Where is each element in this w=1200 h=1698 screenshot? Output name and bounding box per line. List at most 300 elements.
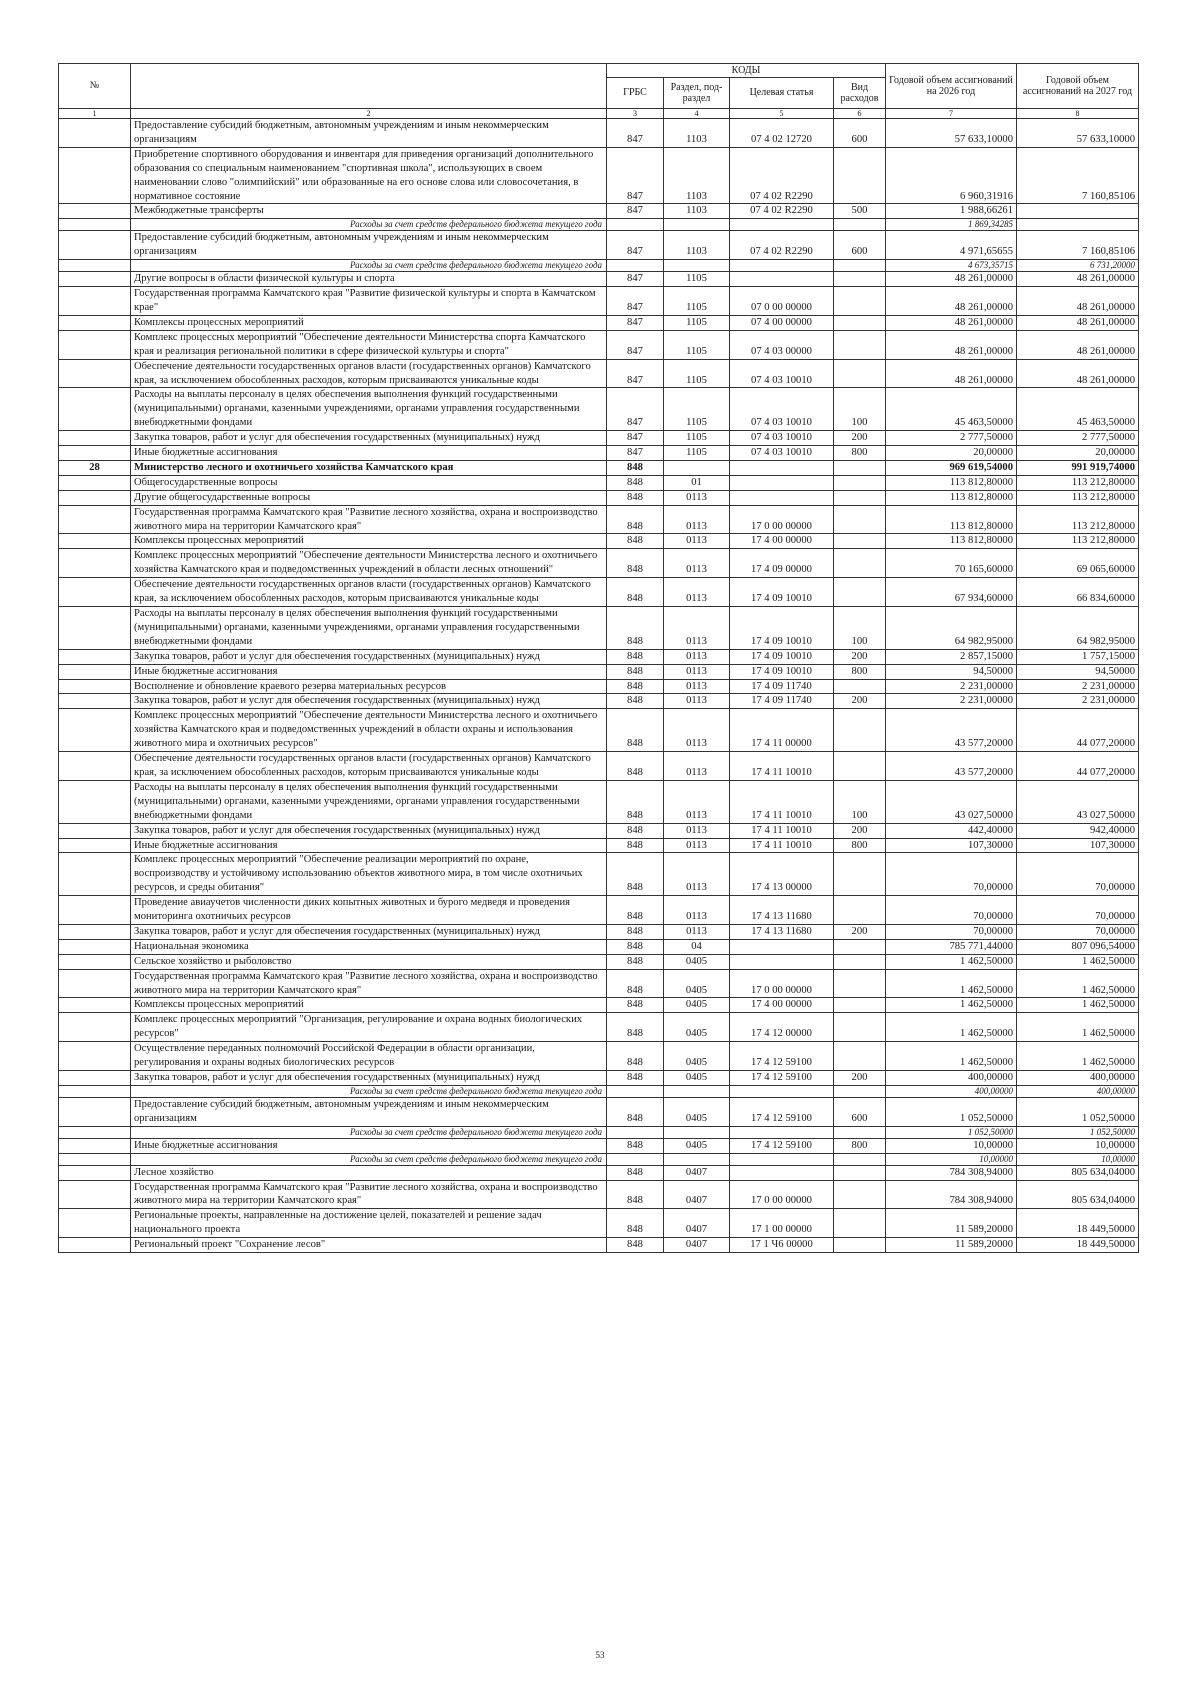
table-row bbox=[59, 924, 1139, 939]
razdel-code: 01 bbox=[664, 475, 730, 490]
expense-type-code: 800 bbox=[834, 838, 886, 853]
row-name: Межбюджетные трансферты bbox=[131, 204, 607, 219]
row-number bbox=[59, 954, 131, 969]
razdel-code: 0113 bbox=[664, 896, 730, 925]
amount-2026: 20,00000 bbox=[886, 446, 1017, 461]
grbs-code bbox=[607, 1126, 664, 1138]
row-name: Предоставление субсидий бюджетным, автономным учреждениям и иным некоммерческим организациям bbox=[131, 1097, 607, 1126]
target-article-code: 17 4 13 11680 bbox=[730, 896, 834, 925]
expense-type-code bbox=[834, 549, 886, 578]
grbs-code: 848 bbox=[607, 607, 664, 650]
grbs-code: 848 bbox=[607, 1097, 664, 1126]
grbs-code: 847 bbox=[607, 204, 664, 219]
expense-type-code: 600 bbox=[834, 231, 886, 260]
row-name: Региональные проекты, направленные на достижение целей, показателей и решение задач национального проекта bbox=[131, 1209, 607, 1238]
row-number bbox=[59, 204, 131, 219]
row-number bbox=[59, 924, 131, 939]
expense-type-code bbox=[834, 1209, 886, 1238]
amount-2027: 2 231,00000 bbox=[1017, 679, 1139, 694]
row-number bbox=[59, 1013, 131, 1042]
header-name bbox=[131, 64, 607, 109]
row-name: Расходы за счет средств федерального бюджета текущего года bbox=[131, 1085, 607, 1097]
column-number: 8 bbox=[1017, 109, 1139, 119]
expense-type-code bbox=[834, 330, 886, 359]
table-row bbox=[59, 1013, 1139, 1042]
row-number bbox=[59, 431, 131, 446]
target-article-code: 17 4 13 00000 bbox=[730, 853, 834, 896]
amount-2026: 113 812,80000 bbox=[886, 534, 1017, 549]
expense-type-code bbox=[834, 1126, 886, 1138]
razdel-code: 1105 bbox=[664, 287, 730, 316]
target-article-code: 17 0 00 00000 bbox=[730, 969, 834, 998]
row-name: Комплекс процессных мероприятий "Обеспечение деятельности Министерства лесного и охотничьего хозяйства Камчатского края и подведомственных учреждений в области лесных отношений" bbox=[131, 549, 607, 578]
target-article-code: 17 4 00 00000 bbox=[730, 534, 834, 549]
razdel-code: 0113 bbox=[664, 838, 730, 853]
column-number: 5 bbox=[730, 109, 834, 119]
row-number bbox=[59, 969, 131, 998]
row-name: Иные бюджетные ассигнования bbox=[131, 838, 607, 853]
razdel-code: 0407 bbox=[664, 1165, 730, 1180]
amount-2026: 11 589,20000 bbox=[886, 1238, 1017, 1253]
amount-2026: 70 165,60000 bbox=[886, 549, 1017, 578]
table-row bbox=[59, 896, 1139, 925]
amount-2027: 807 096,54000 bbox=[1017, 939, 1139, 954]
amount-2027: 66 834,60000 bbox=[1017, 578, 1139, 607]
target-article-code: 07 4 02 12720 bbox=[730, 119, 834, 148]
target-article-code: 17 4 11 10010 bbox=[730, 838, 834, 853]
row-number bbox=[59, 219, 131, 231]
table-row bbox=[59, 1071, 1139, 1086]
page-number: 53 bbox=[595, 1650, 605, 1660]
amount-2027: 1 462,50000 bbox=[1017, 998, 1139, 1013]
row-number bbox=[59, 896, 131, 925]
target-article-code bbox=[730, 1153, 834, 1165]
expense-type-code bbox=[834, 939, 886, 954]
amount-2026: 43 027,50000 bbox=[886, 780, 1017, 823]
expense-type-code: 600 bbox=[834, 119, 886, 148]
grbs-code: 848 bbox=[607, 823, 664, 838]
row-name: Комплекс процессных мероприятий "Обеспечение деятельности Министерства спорта Камчатского края и реализация региональной политики в сфере физической культуры и спорта" bbox=[131, 330, 607, 359]
target-article-code: 17 4 11 10010 bbox=[730, 780, 834, 823]
target-article-code: 07 0 00 00000 bbox=[730, 287, 834, 316]
razdel-code: 1105 bbox=[664, 359, 730, 388]
razdel-code: 0405 bbox=[664, 998, 730, 1013]
table-row bbox=[59, 490, 1139, 505]
grbs-code: 848 bbox=[607, 460, 664, 475]
expense-type-code: 100 bbox=[834, 607, 886, 650]
row-name: Комплексы процессных мероприятий bbox=[131, 998, 607, 1013]
razdel-code: 0405 bbox=[664, 1013, 730, 1042]
amount-2027: 20,00000 bbox=[1017, 446, 1139, 461]
amount-2026: 1 462,50000 bbox=[886, 969, 1017, 998]
amount-2026: 6 960,31916 bbox=[886, 147, 1017, 204]
amount-2027: 64 982,95000 bbox=[1017, 607, 1139, 650]
expense-type-code bbox=[834, 219, 886, 231]
target-article-code: 17 4 09 11740 bbox=[730, 694, 834, 709]
row-number bbox=[59, 752, 131, 781]
table-row bbox=[59, 939, 1139, 954]
expense-type-code bbox=[834, 534, 886, 549]
expense-type-code bbox=[834, 853, 886, 896]
grbs-code: 848 bbox=[607, 780, 664, 823]
row-name: Комплекс процессных мероприятий "Организация, регулирование и охрана водных биологических ресурсов" bbox=[131, 1013, 607, 1042]
razdel-code: 0407 bbox=[664, 1180, 730, 1209]
table-row bbox=[59, 204, 1139, 219]
amount-2027: 6 731,20000 bbox=[1017, 260, 1139, 272]
budget-sheet bbox=[58, 63, 1138, 1253]
amount-2026: 10,00000 bbox=[886, 1153, 1017, 1165]
grbs-code: 848 bbox=[607, 490, 664, 505]
row-name: Предоставление субсидий бюджетным, автономным учреждениям и иным некоммерческим организациям bbox=[131, 119, 607, 148]
table-row bbox=[59, 838, 1139, 853]
table-row bbox=[59, 752, 1139, 781]
razdel-code: 0405 bbox=[664, 1042, 730, 1071]
amount-2026: 1 869,34285 bbox=[886, 219, 1017, 231]
grbs-code: 848 bbox=[607, 853, 664, 896]
expense-type-code: 800 bbox=[834, 1138, 886, 1153]
row-number bbox=[59, 260, 131, 272]
row-number bbox=[59, 505, 131, 534]
expense-type-code bbox=[834, 998, 886, 1013]
target-article-code: 17 4 12 59100 bbox=[730, 1138, 834, 1153]
expense-type-code bbox=[834, 969, 886, 998]
amount-2027: 48 261,00000 bbox=[1017, 272, 1139, 287]
grbs-code: 848 bbox=[607, 939, 664, 954]
razdel-code: 04 bbox=[664, 939, 730, 954]
expense-type-code bbox=[834, 505, 886, 534]
row-name: Государственная программа Камчатского края "Развитие лесного хозяйства, охрана и воспроизводство животного мира на территории Камчатского края" bbox=[131, 505, 607, 534]
row-number bbox=[59, 475, 131, 490]
grbs-code: 847 bbox=[607, 388, 664, 431]
grbs-code: 847 bbox=[607, 231, 664, 260]
table-row bbox=[59, 679, 1139, 694]
grbs-code bbox=[607, 260, 664, 272]
expense-type-code: 600 bbox=[834, 1097, 886, 1126]
amount-2027: 1 757,15000 bbox=[1017, 649, 1139, 664]
amount-2027: 70,00000 bbox=[1017, 924, 1139, 939]
razdel-code: 1105 bbox=[664, 315, 730, 330]
row-number bbox=[59, 359, 131, 388]
table-row bbox=[59, 1180, 1139, 1209]
razdel-code: 1105 bbox=[664, 388, 730, 431]
row-name: Расходы на выплаты персоналу в целях обеспечения выполнения функций государственными (муниципальными) органами, казенными учреждениями, органами управления государственными внебюджетными фондами bbox=[131, 780, 607, 823]
razdel-code: 1105 bbox=[664, 272, 730, 287]
table-row bbox=[59, 998, 1139, 1013]
table-row bbox=[59, 330, 1139, 359]
row-name: Обеспечение деятельности государственных органов власти (государственных органов) Камчатского края, за исключением обособленных расходов, которым присваиваются уникальные коды bbox=[131, 578, 607, 607]
table-row bbox=[59, 505, 1139, 534]
target-article-code: 07 4 02 R2290 bbox=[730, 204, 834, 219]
amount-2027: 1 052,50000 bbox=[1017, 1126, 1139, 1138]
table-row bbox=[59, 853, 1139, 896]
amount-2026: 67 934,60000 bbox=[886, 578, 1017, 607]
amount-2027: 113 212,80000 bbox=[1017, 505, 1139, 534]
amount-2027: 18 449,50000 bbox=[1017, 1209, 1139, 1238]
row-name: Проведение авиаучетов численности диких копытных животных и бурого медведя и проведения мониторинга охотничьих ресурсов bbox=[131, 896, 607, 925]
amount-2027: 805 634,04000 bbox=[1017, 1165, 1139, 1180]
amount-2027: 805 634,04000 bbox=[1017, 1180, 1139, 1209]
expense-type-code: 200 bbox=[834, 431, 886, 446]
amount-2027: 1 462,50000 bbox=[1017, 954, 1139, 969]
razdel-code bbox=[664, 460, 730, 475]
header-codes: КОДЫ bbox=[607, 64, 886, 78]
row-number bbox=[59, 1209, 131, 1238]
expense-type-code: 500 bbox=[834, 204, 886, 219]
table-subrow bbox=[59, 219, 1139, 231]
razdel-code: 0113 bbox=[664, 664, 730, 679]
target-article-code: 17 4 00 00000 bbox=[730, 998, 834, 1013]
row-name: Приобретение спортивного оборудования и инвентаря для приведения организаций дополнительного образования со специальным наименованием "спортивная школа", использующих в своем наименовании слово "олимпийский" или образованные на его основе слова или словосочетания, в нормативное состояние bbox=[131, 147, 607, 204]
row-number bbox=[59, 1180, 131, 1209]
amount-2027: 113 212,80000 bbox=[1017, 490, 1139, 505]
table-row bbox=[59, 823, 1139, 838]
amount-2027: 43 027,50000 bbox=[1017, 780, 1139, 823]
expense-type-code bbox=[834, 578, 886, 607]
razdel-code: 1103 bbox=[664, 231, 730, 260]
header-2027: Годовой объем ассигнований на 2027 год bbox=[1017, 64, 1139, 109]
expense-type-code bbox=[834, 490, 886, 505]
grbs-code: 848 bbox=[607, 1071, 664, 1086]
target-article-code bbox=[730, 954, 834, 969]
expense-type-code bbox=[834, 359, 886, 388]
razdel-code: 1105 bbox=[664, 446, 730, 461]
expense-type-code bbox=[834, 460, 886, 475]
row-number bbox=[59, 1165, 131, 1180]
razdel-code: 0113 bbox=[664, 924, 730, 939]
target-article-code: 07 4 02 R2290 bbox=[730, 147, 834, 204]
table-row bbox=[59, 359, 1139, 388]
row-name: Иные бюджетные ассигнования bbox=[131, 446, 607, 461]
expense-type-code bbox=[834, 1042, 886, 1071]
target-article-code: 17 4 12 00000 bbox=[730, 1013, 834, 1042]
target-article-code: 07 4 02 R2290 bbox=[730, 231, 834, 260]
amount-2027: 57 633,10000 bbox=[1017, 119, 1139, 148]
razdel-code: 0113 bbox=[664, 534, 730, 549]
row-name: Комплексы процессных мероприятий bbox=[131, 315, 607, 330]
amount-2027: 1 462,50000 bbox=[1017, 1042, 1139, 1071]
amount-2026: 48 261,00000 bbox=[886, 287, 1017, 316]
header-no: № bbox=[59, 64, 131, 109]
grbs-code: 848 bbox=[607, 505, 664, 534]
row-name: Восполнение и обновление краевого резерва материальных ресурсов bbox=[131, 679, 607, 694]
expense-type-code bbox=[834, 260, 886, 272]
grbs-code: 848 bbox=[607, 998, 664, 1013]
target-article-code bbox=[730, 272, 834, 287]
expense-type-code: 200 bbox=[834, 694, 886, 709]
row-name: Осуществление переданных полномочий Российской Федерации в области организации, регулирования и охраны водных биологических ресурсов bbox=[131, 1042, 607, 1071]
expense-type-code: 200 bbox=[834, 1071, 886, 1086]
expense-type-code bbox=[834, 272, 886, 287]
target-article-code bbox=[730, 260, 834, 272]
amount-2027: 107,30000 bbox=[1017, 838, 1139, 853]
column-number: 2 bbox=[131, 109, 607, 119]
row-name: Комплекс процессных мероприятий "Обеспечение деятельности Министерства лесного и охотничьего хозяйства Камчатского края и подведомственных учреждений в области охраны и использования животного мира и охотничьих ресурсов" bbox=[131, 709, 607, 752]
expense-type-code bbox=[834, 1165, 886, 1180]
table-row bbox=[59, 287, 1139, 316]
row-name: Региональный проект "Сохранение лесов" bbox=[131, 1238, 607, 1253]
row-number bbox=[59, 694, 131, 709]
grbs-code: 848 bbox=[607, 1138, 664, 1153]
row-number bbox=[59, 549, 131, 578]
grbs-code: 847 bbox=[607, 446, 664, 461]
row-number bbox=[59, 1097, 131, 1126]
target-article-code: 17 4 09 10010 bbox=[730, 607, 834, 650]
grbs-code: 848 bbox=[607, 664, 664, 679]
razdel-code: 1103 bbox=[664, 204, 730, 219]
target-article-code: 07 4 03 10010 bbox=[730, 446, 834, 461]
row-name: Предоставление субсидий бюджетным, автономным учреждениям и иным некоммерческим организациям bbox=[131, 231, 607, 260]
target-article-code: 07 4 03 10010 bbox=[730, 359, 834, 388]
target-article-code: 17 4 11 10010 bbox=[730, 752, 834, 781]
row-number bbox=[59, 664, 131, 679]
target-article-code bbox=[730, 1126, 834, 1138]
target-article-code: 17 4 09 11740 bbox=[730, 679, 834, 694]
amount-2026: 48 261,00000 bbox=[886, 315, 1017, 330]
grbs-code: 848 bbox=[607, 1165, 664, 1180]
row-name: Государственная программа Камчатского края "Развитие лесного хозяйства, охрана и воспроизводство животного мира на территории Камчатского края" bbox=[131, 969, 607, 998]
row-number bbox=[59, 119, 131, 148]
amount-2026: 1 988,66261 bbox=[886, 204, 1017, 219]
row-number bbox=[59, 490, 131, 505]
target-article-code: 17 4 12 59100 bbox=[730, 1042, 834, 1071]
amount-2027: 113 212,80000 bbox=[1017, 534, 1139, 549]
table-row bbox=[59, 460, 1139, 475]
grbs-code: 848 bbox=[607, 969, 664, 998]
target-article-code bbox=[730, 475, 834, 490]
amount-2026: 43 577,20000 bbox=[886, 752, 1017, 781]
grbs-code: 847 bbox=[607, 330, 664, 359]
table-row bbox=[59, 446, 1139, 461]
grbs-code: 848 bbox=[607, 1042, 664, 1071]
amount-2026: 113 812,80000 bbox=[886, 505, 1017, 534]
amount-2026: 4 971,65655 bbox=[886, 231, 1017, 260]
amount-2027: 2 777,50000 bbox=[1017, 431, 1139, 446]
row-number bbox=[59, 649, 131, 664]
amount-2027: 48 261,00000 bbox=[1017, 359, 1139, 388]
table-row bbox=[59, 1238, 1139, 1253]
table-subrow bbox=[59, 1085, 1139, 1097]
grbs-code: 848 bbox=[607, 1180, 664, 1209]
amount-2027: 400,00000 bbox=[1017, 1085, 1139, 1097]
row-number: 28 bbox=[59, 460, 131, 475]
razdel-code: 0113 bbox=[664, 679, 730, 694]
amount-2027: 942,40000 bbox=[1017, 823, 1139, 838]
row-name: Комплекс процессных мероприятий "Обеспечение реализации мероприятий по охране, воспроизводству и устойчивому использованию объектов животного мира, в том числе охотничьих ресурсов, и среды обитания" bbox=[131, 853, 607, 896]
row-number bbox=[59, 780, 131, 823]
amount-2027: 44 077,20000 bbox=[1017, 709, 1139, 752]
expense-type-code bbox=[834, 1085, 886, 1097]
row-number bbox=[59, 272, 131, 287]
table-row bbox=[59, 388, 1139, 431]
row-name: Иные бюджетные ассигнования bbox=[131, 664, 607, 679]
amount-2026: 969 619,54000 bbox=[886, 460, 1017, 475]
grbs-code: 847 bbox=[607, 431, 664, 446]
row-number bbox=[59, 578, 131, 607]
target-article-code bbox=[730, 219, 834, 231]
expense-type-code bbox=[834, 679, 886, 694]
grbs-code: 848 bbox=[607, 838, 664, 853]
amount-2027: 18 449,50000 bbox=[1017, 1238, 1139, 1253]
row-name: Закупка товаров, работ и услуг для обеспечения государственных (муниципальных) нужд bbox=[131, 924, 607, 939]
amount-2027: 48 261,00000 bbox=[1017, 330, 1139, 359]
expense-type-code: 200 bbox=[834, 823, 886, 838]
row-number bbox=[59, 147, 131, 204]
row-name: Иные бюджетные ассигнования bbox=[131, 1138, 607, 1153]
amount-2026: 1 462,50000 bbox=[886, 954, 1017, 969]
razdel-code: 0113 bbox=[664, 709, 730, 752]
target-article-code bbox=[730, 490, 834, 505]
grbs-code: 847 bbox=[607, 359, 664, 388]
target-article-code bbox=[730, 939, 834, 954]
table-row bbox=[59, 1042, 1139, 1071]
row-name: Обеспечение деятельности государственных органов власти (государственных органов) Камчатского края, за исключением обособленных расходов, которым присваиваются уникальные коды bbox=[131, 359, 607, 388]
row-number bbox=[59, 534, 131, 549]
razdel-code: 0113 bbox=[664, 578, 730, 607]
table-row bbox=[59, 607, 1139, 650]
grbs-code: 847 bbox=[607, 119, 664, 148]
razdel-code: 0405 bbox=[664, 1071, 730, 1086]
razdel-code bbox=[664, 1153, 730, 1165]
column-number: 6 bbox=[834, 109, 886, 119]
column-numbers-row bbox=[59, 109, 1139, 119]
amount-2026: 784 308,94000 bbox=[886, 1165, 1017, 1180]
grbs-code: 848 bbox=[607, 1238, 664, 1253]
row-number bbox=[59, 998, 131, 1013]
amount-2027 bbox=[1017, 219, 1139, 231]
table-subrow bbox=[59, 1126, 1139, 1138]
amount-2027: 2 231,00000 bbox=[1017, 694, 1139, 709]
table-row bbox=[59, 1209, 1139, 1238]
row-name: Сельское хозяйство и рыболовство bbox=[131, 954, 607, 969]
table-row bbox=[59, 578, 1139, 607]
row-number bbox=[59, 315, 131, 330]
razdel-code bbox=[664, 219, 730, 231]
row-name: Расходы за счет средств федерального бюджета текущего года bbox=[131, 219, 607, 231]
grbs-code: 848 bbox=[607, 954, 664, 969]
row-name: Закупка товаров, работ и услуг для обеспечения государственных (муниципальных) нужд bbox=[131, 431, 607, 446]
amount-2026: 1 052,50000 bbox=[886, 1126, 1017, 1138]
header-2026: Годовой объем ассигнований на 2026 год bbox=[886, 64, 1017, 109]
amount-2026: 48 261,00000 bbox=[886, 359, 1017, 388]
razdel-code: 0113 bbox=[664, 549, 730, 578]
table-row bbox=[59, 315, 1139, 330]
header-vid: Вид расходов bbox=[834, 78, 886, 109]
table-row bbox=[59, 709, 1139, 752]
amount-2027: 48 261,00000 bbox=[1017, 287, 1139, 316]
amount-2026: 4 673,35715 bbox=[886, 260, 1017, 272]
row-name: Лесное хозяйство bbox=[131, 1165, 607, 1180]
amount-2026: 94,50000 bbox=[886, 664, 1017, 679]
row-name: Комплексы процессных мероприятий bbox=[131, 534, 607, 549]
expense-type-code bbox=[834, 896, 886, 925]
amount-2026: 107,30000 bbox=[886, 838, 1017, 853]
target-article-code: 17 4 11 10010 bbox=[730, 823, 834, 838]
amount-2026: 45 463,50000 bbox=[886, 388, 1017, 431]
grbs-code bbox=[607, 1085, 664, 1097]
amount-2027: 44 077,20000 bbox=[1017, 752, 1139, 781]
row-number bbox=[59, 1238, 131, 1253]
row-number bbox=[59, 287, 131, 316]
target-article-code: 17 4 09 10010 bbox=[730, 664, 834, 679]
razdel-code: 1105 bbox=[664, 431, 730, 446]
expense-type-code bbox=[834, 315, 886, 330]
expense-type-code bbox=[834, 1180, 886, 1209]
amount-2027: 1 462,50000 bbox=[1017, 1013, 1139, 1042]
expense-type-code bbox=[834, 1013, 886, 1042]
target-article-code: 07 4 03 10010 bbox=[730, 388, 834, 431]
target-article-code: 17 0 00 00000 bbox=[730, 505, 834, 534]
row-name: Министерство лесного и охотничьего хозяйства Камчатского края bbox=[131, 460, 607, 475]
